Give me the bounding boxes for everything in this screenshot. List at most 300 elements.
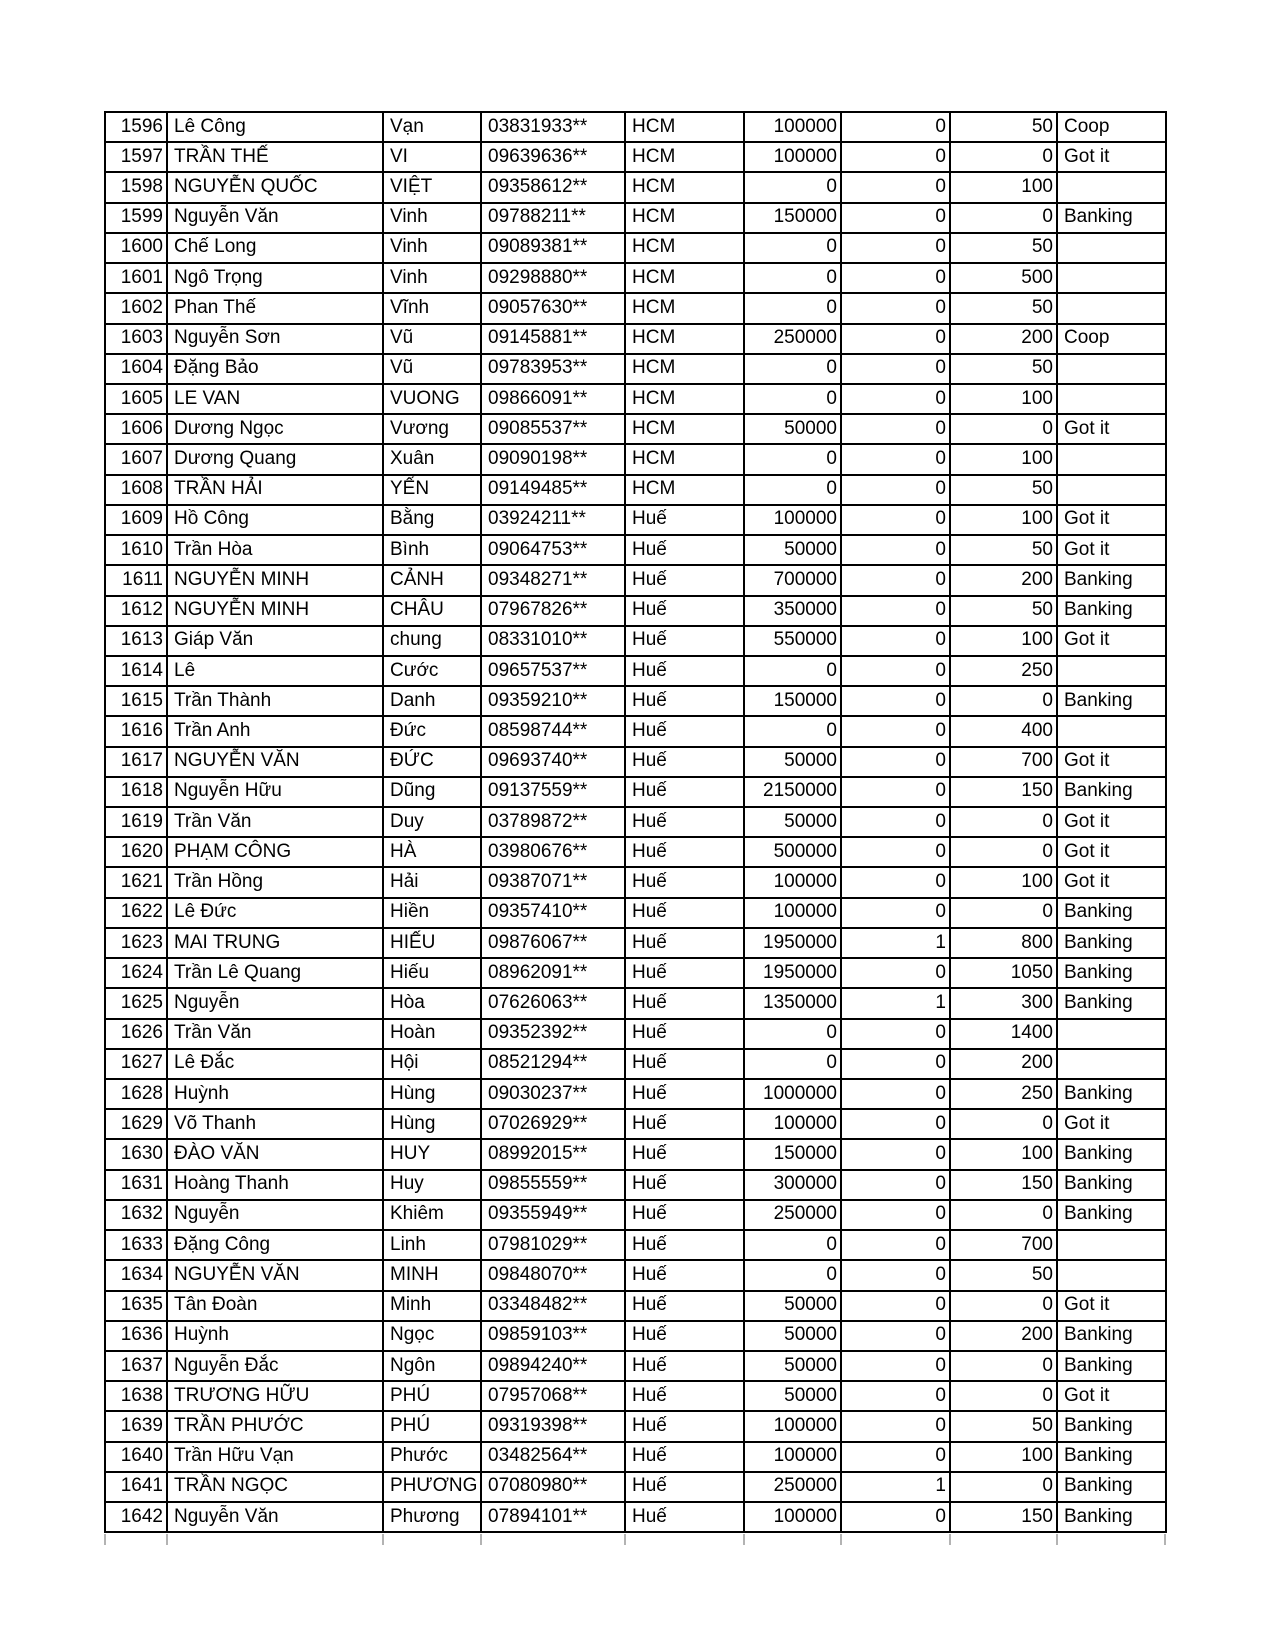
cell-amount2: 0 [841,565,950,595]
cell-id: 1606 [105,414,167,444]
cell-amount2: 0 [841,1230,950,1260]
cell-amount2: 0 [841,1049,950,1079]
cell-city: Huế [625,1049,744,1079]
cell-id: 1636 [105,1321,167,1351]
cell-phone: 03789872** [481,807,625,837]
cell-family-name: Trần Văn [167,807,383,837]
cell-family-name: Trần Anh [167,716,383,746]
gridline-stub [166,1534,168,1545]
cell-amount3: 50 [950,1411,1057,1441]
cell-amount3: 1400 [950,1019,1057,1049]
table-row [105,1079,1166,1109]
cell-method: Banking [1057,1139,1166,1169]
cell-amount1: 1000000 [744,1079,841,1109]
cell-phone: 09298880** [481,263,625,293]
cell-amount2: 0 [841,142,950,172]
cell-amount3: 1050 [950,958,1057,988]
cell-amount1: 0 [744,233,841,263]
cell-family-name: NGUYỄN VĂN [167,1260,383,1290]
cell-amount1: 100000 [744,1109,841,1139]
cell-city: HCM [625,414,744,444]
cell-amount2: 0 [841,1381,950,1411]
cell-phone: 08962091** [481,958,625,988]
cell-phone: 09319398** [481,1411,625,1441]
cell-amount3: 0 [950,1109,1057,1139]
cell-phone: 09030237** [481,1079,625,1109]
cell-family-name: Trần Hòa [167,535,383,565]
cell-id: 1605 [105,384,167,414]
table-row [105,686,1166,716]
cell-amount2: 0 [841,475,950,505]
cell-amount2: 0 [841,263,950,293]
cell-family-name: Nguyễn Hữu [167,777,383,807]
cell-method [1057,444,1166,474]
cell-family-name: Lê Đức [167,898,383,928]
table-row [105,807,1166,837]
cell-city: HCM [625,475,744,505]
cell-id: 1641 [105,1472,167,1502]
cell-phone: 09137559** [481,777,625,807]
cell-given-name: MINH [383,1260,481,1290]
cell-amount1: 50000 [744,1381,841,1411]
table-row [105,203,1166,233]
table-row [105,1381,1166,1411]
cell-amount2: 0 [841,1019,950,1049]
cell-given-name: YẾN [383,475,481,505]
cell-amount1: 100000 [744,1411,841,1441]
table-row [105,172,1166,202]
cell-amount1: 300000 [744,1170,841,1200]
cell-amount2: 1 [841,988,950,1018]
cell-amount3: 50 [950,112,1057,142]
cell-method: Banking [1057,928,1166,958]
cell-amount3: 50 [950,354,1057,384]
cell-amount2: 0 [841,867,950,897]
cell-method [1057,475,1166,505]
cell-given-name: Dũng [383,777,481,807]
cell-family-name: Nguyễn [167,988,383,1018]
cell-family-name: Dương Quang [167,444,383,474]
cell-given-name: Phương [383,1502,481,1532]
cell-amount3: 0 [950,1472,1057,1502]
cell-amount1: 250000 [744,324,841,354]
table-row [105,1139,1166,1169]
table-row [105,354,1166,384]
cell-amount3: 100 [950,1139,1057,1169]
table-row [105,928,1166,958]
cell-city: Huế [625,777,744,807]
cell-method: Banking [1057,777,1166,807]
cell-id: 1602 [105,293,167,323]
cell-method: Banking [1057,1321,1166,1351]
cell-city: HCM [625,444,744,474]
cell-id: 1640 [105,1442,167,1472]
cell-city: Huế [625,505,744,535]
cell-city: Huế [625,1139,744,1169]
cell-amount2: 0 [841,747,950,777]
cell-amount1: 0 [744,716,841,746]
cell-method: Got it [1057,1381,1166,1411]
cell-amount3: 0 [950,898,1057,928]
cell-family-name: Ngô Trọng [167,263,383,293]
cell-amount2: 0 [841,807,950,837]
cell-method: Banking [1057,686,1166,716]
cell-id: 1604 [105,354,167,384]
cell-phone: 07026929** [481,1109,625,1139]
cell-phone: 09145881** [481,324,625,354]
cell-phone: 09876067** [481,928,625,958]
cell-given-name: Hòa [383,988,481,1018]
cell-family-name: MAI TRUNG [167,928,383,958]
cell-amount2: 0 [841,958,950,988]
cell-family-name: Tân Đoàn [167,1291,383,1321]
cell-city: Huế [625,1291,744,1321]
cell-method: Banking [1057,1472,1166,1502]
cell-city: Huế [625,958,744,988]
cell-id: 1622 [105,898,167,928]
cell-family-name: Huỳnh [167,1079,383,1109]
cell-family-name: PHẠM CÔNG [167,837,383,867]
cell-method: Banking [1057,898,1166,928]
cell-family-name: TRẦN PHƯỚC [167,1411,383,1441]
cell-given-name: HIẾU [383,928,481,958]
cell-amount2: 0 [841,626,950,656]
cell-method: Banking [1057,203,1166,233]
cell-method: Got it [1057,1109,1166,1139]
cell-family-name: Giáp Văn [167,626,383,656]
cell-method: Coop [1057,324,1166,354]
table-row [105,1442,1166,1472]
cell-given-name: Duy [383,807,481,837]
cell-phone: 07981029** [481,1230,625,1260]
cell-id: 1635 [105,1291,167,1321]
cell-amount2: 0 [841,1442,950,1472]
cell-phone: 07894101** [481,1502,625,1532]
gridline-stub [480,1534,482,1545]
cell-given-name: CHÂU [383,596,481,626]
gridline-stub [624,1534,626,1545]
cell-id: 1599 [105,203,167,233]
cell-method: Banking [1057,1200,1166,1230]
cell-city: Huế [625,1411,744,1441]
cell-phone: 09387071** [481,867,625,897]
cell-amount1: 100000 [744,112,841,142]
cell-family-name: Đặng Công [167,1230,383,1260]
cell-amount3: 150 [950,1170,1057,1200]
cell-amount1: 150000 [744,686,841,716]
cell-amount2: 0 [841,596,950,626]
cell-phone: 09348271** [481,565,625,595]
cell-given-name: VI [383,142,481,172]
cell-family-name: NGUYỄN VĂN [167,747,383,777]
cell-amount3: 400 [950,716,1057,746]
cell-given-name: Ngôn [383,1351,481,1381]
cell-phone: 09855559** [481,1170,625,1200]
cell-amount2: 0 [841,444,950,474]
cell-id: 1633 [105,1230,167,1260]
cell-id: 1639 [105,1411,167,1441]
cell-family-name: Võ Thanh [167,1109,383,1139]
cell-id: 1632 [105,1200,167,1230]
cell-amount3: 100 [950,867,1057,897]
cell-amount2: 0 [841,1291,950,1321]
cell-city: Huế [625,1472,744,1502]
cell-amount1: 100000 [744,1502,841,1532]
cell-amount2: 0 [841,505,950,535]
cell-amount3: 200 [950,324,1057,354]
cell-id: 1608 [105,475,167,505]
cell-id: 1630 [105,1139,167,1169]
cell-amount2: 0 [841,414,950,444]
cell-amount1: 2150000 [744,777,841,807]
cell-method: Banking [1057,596,1166,626]
table-row [105,565,1166,595]
cell-family-name: NGUYỄN MINH [167,565,383,595]
cell-amount2: 0 [841,777,950,807]
table-row [105,414,1166,444]
cell-id: 1614 [105,656,167,686]
cell-amount3: 50 [950,596,1057,626]
table-row [105,324,1166,354]
cell-method [1057,233,1166,263]
cell-id: 1621 [105,867,167,897]
table-row [105,867,1166,897]
cell-amount2: 0 [841,324,950,354]
cell-amount3: 150 [950,1502,1057,1532]
cell-id: 1623 [105,928,167,958]
cell-amount1: 100000 [744,1442,841,1472]
cell-amount3: 0 [950,807,1057,837]
cell-phone: 07967826** [481,596,625,626]
cell-phone: 09352392** [481,1019,625,1049]
cell-id: 1610 [105,535,167,565]
cell-given-name: PHÚ [383,1411,481,1441]
cell-amount3: 700 [950,1230,1057,1260]
cell-amount3: 50 [950,293,1057,323]
cell-amount2: 0 [841,172,950,202]
cell-amount3: 300 [950,988,1057,1018]
cell-city: Huế [625,596,744,626]
cell-id: 1637 [105,1351,167,1381]
cell-given-name: HÀ [383,837,481,867]
cell-amount3: 0 [950,1291,1057,1321]
cell-id: 1616 [105,716,167,746]
cell-amount2: 0 [841,354,950,384]
table-row [105,1109,1166,1139]
cell-amount1: 50000 [744,414,841,444]
cell-id: 1624 [105,958,167,988]
cell-amount2: 0 [841,112,950,142]
cell-city: HCM [625,142,744,172]
gridline-stub [743,1534,745,1545]
cell-method: Banking [1057,1502,1166,1532]
cell-given-name: Vinh [383,203,481,233]
cell-amount2: 0 [841,837,950,867]
cell-amount3: 200 [950,1321,1057,1351]
cell-amount3: 50 [950,535,1057,565]
cell-amount3: 100 [950,505,1057,535]
cell-given-name: PHÚ [383,1381,481,1411]
cell-city: Huế [625,716,744,746]
cell-phone: 09657537** [481,656,625,686]
cell-amount3: 700 [950,747,1057,777]
cell-amount2: 0 [841,293,950,323]
table-row [105,626,1166,656]
cell-city: Huế [625,807,744,837]
cell-amount1: 150000 [744,203,841,233]
cell-id: 1642 [105,1502,167,1532]
cell-amount1: 50000 [744,535,841,565]
table-row [105,1502,1166,1532]
cell-phone: 09089381** [481,233,625,263]
gridline-stub [1164,1534,1166,1545]
cell-phone: 03980676** [481,837,625,867]
cell-amount3: 200 [950,565,1057,595]
cell-method [1057,1019,1166,1049]
cell-amount1: 1950000 [744,928,841,958]
cell-amount2: 0 [841,1502,950,1532]
cell-family-name: LE VAN [167,384,383,414]
cell-given-name: Bình [383,535,481,565]
table-row [105,1321,1166,1351]
cell-phone: 09693740** [481,747,625,777]
cell-amount1: 0 [744,1019,841,1049]
gridline-stub [949,1534,951,1545]
cell-phone: 07626063** [481,988,625,1018]
cell-amount3: 0 [950,414,1057,444]
cell-amount2: 0 [841,1260,950,1290]
cell-family-name: Huỳnh [167,1321,383,1351]
cell-phone: 03482564** [481,1442,625,1472]
cell-amount1: 50000 [744,747,841,777]
cell-amount1: 0 [744,263,841,293]
cell-city: HCM [625,203,744,233]
cell-id: 1613 [105,626,167,656]
cell-city: Huế [625,837,744,867]
table-row [105,656,1166,686]
cell-city: Huế [625,1200,744,1230]
cell-amount1: 0 [744,475,841,505]
cell-given-name: Vĩnh [383,293,481,323]
cell-given-name: chung [383,626,481,656]
cell-method [1057,384,1166,414]
cell-method: Got it [1057,837,1166,867]
cell-given-name: Vũ [383,324,481,354]
table-row [105,777,1166,807]
cell-given-name: Linh [383,1230,481,1260]
cell-phone: 09848070** [481,1260,625,1290]
cell-amount1: 0 [744,1049,841,1079]
cell-city: Huế [625,747,744,777]
cell-amount1: 100000 [744,898,841,928]
cell-city: HCM [625,384,744,414]
cell-method [1057,293,1166,323]
cell-amount3: 50 [950,475,1057,505]
cell-method [1057,656,1166,686]
cell-city: Huế [625,1230,744,1260]
cell-method [1057,1049,1166,1079]
table-row [105,535,1166,565]
cell-given-name: ĐỨC [383,747,481,777]
cell-amount1: 0 [744,354,841,384]
cell-id: 1612 [105,596,167,626]
cell-id: 1596 [105,112,167,142]
cell-family-name: Nguyễn Sơn [167,324,383,354]
cell-phone: 07080980** [481,1472,625,1502]
cell-amount2: 0 [841,686,950,716]
cell-city: Huế [625,1170,744,1200]
cell-amount3: 0 [950,1351,1057,1381]
cell-amount3: 50 [950,233,1057,263]
cell-family-name: Nguyễn Văn [167,203,383,233]
cell-city: Huế [625,626,744,656]
cell-amount2: 0 [841,1139,950,1169]
cell-method: Got it [1057,535,1166,565]
cell-id: 1609 [105,505,167,535]
cell-id: 1617 [105,747,167,777]
cell-given-name: Danh [383,686,481,716]
cell-given-name: Vinh [383,263,481,293]
cell-method: Got it [1057,867,1166,897]
cell-method [1057,1260,1166,1290]
cell-family-name: Đặng Bảo [167,354,383,384]
cell-given-name: Hoàn [383,1019,481,1049]
cell-method [1057,263,1166,293]
cell-amount1: 0 [744,444,841,474]
cell-family-name: Nguyễn Đắc [167,1351,383,1381]
cell-family-name: Trần Thành [167,686,383,716]
table-row [105,1260,1166,1290]
table-row [105,1351,1166,1381]
cell-amount1: 0 [744,384,841,414]
cell-family-name: NGUYỄN MINH [167,596,383,626]
cell-amount3: 0 [950,203,1057,233]
cell-amount3: 100 [950,444,1057,474]
cell-family-name: TRẦN NGỌC [167,1472,383,1502]
gridline-stub [840,1534,842,1545]
cell-amount2: 0 [841,203,950,233]
cell-city: Huế [625,1321,744,1351]
cell-phone: 09357410** [481,898,625,928]
table-row [105,837,1166,867]
cell-city: Huế [625,928,744,958]
cell-given-name: VIỆT [383,172,481,202]
cell-id: 1618 [105,777,167,807]
cell-phone: 09894240** [481,1351,625,1381]
cell-family-name: Trần Văn [167,1019,383,1049]
cell-id: 1598 [105,172,167,202]
cell-given-name: Vương [383,414,481,444]
cell-amount1: 100000 [744,867,841,897]
cell-amount1: 100000 [744,505,841,535]
cell-phone: 09358612** [481,172,625,202]
cell-id: 1597 [105,142,167,172]
table-row [105,958,1166,988]
cell-amount2: 0 [841,1109,950,1139]
cell-amount2: 0 [841,1321,950,1351]
cell-method: Got it [1057,807,1166,837]
cell-amount1: 50000 [744,807,841,837]
cell-phone: 09788211** [481,203,625,233]
cell-amount3: 250 [950,656,1057,686]
table-row [105,475,1166,505]
cell-given-name: PHƯƠNG [383,1472,481,1502]
cell-phone: 08992015** [481,1139,625,1169]
cell-amount1: 50000 [744,1291,841,1321]
cell-given-name: Phước [383,1442,481,1472]
cell-phone: 09359210** [481,686,625,716]
table-row [105,112,1166,142]
